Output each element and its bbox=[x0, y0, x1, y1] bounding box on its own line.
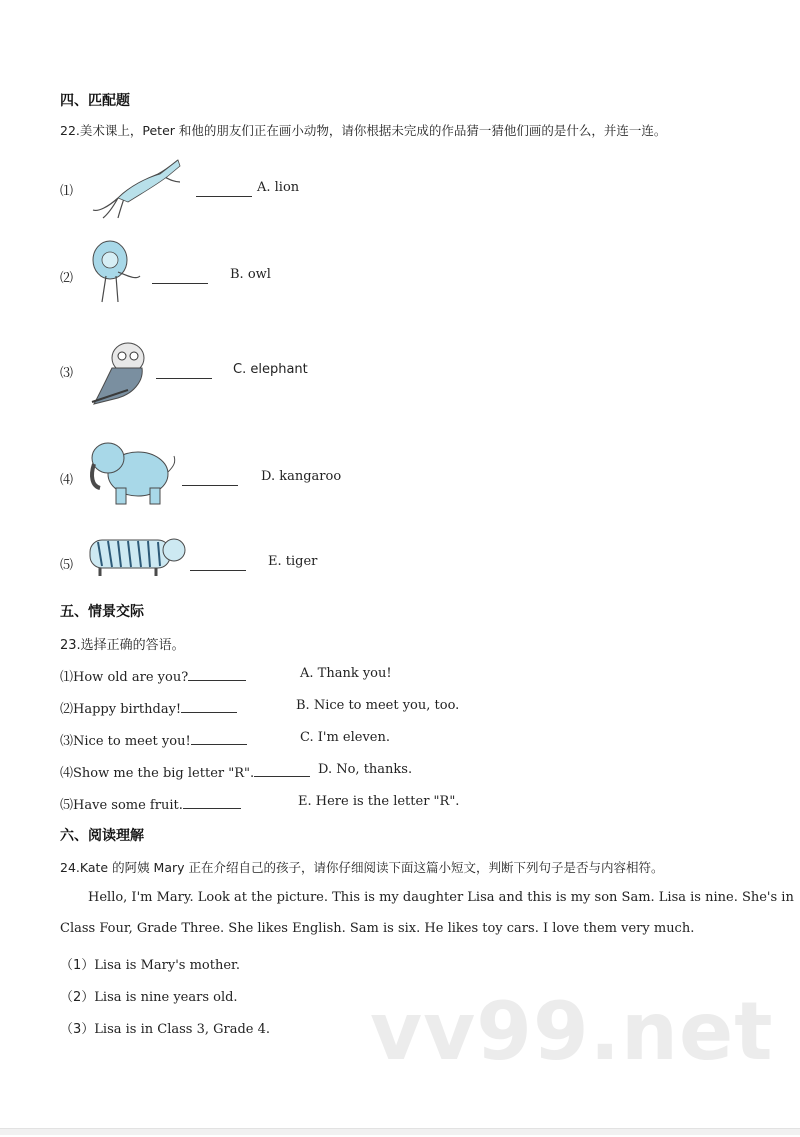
question-22: 22.美术课上，Peter 和他的朋友们正在画小动物，请你根据未完成的作品猜一猜他们画的是什么，并连一连。 bbox=[60, 123, 667, 138]
dialogue-option-a: A. Thank you! bbox=[300, 666, 392, 681]
question-24: 24.Kate 的阿姨 Mary 正在介绍自己的孩子，请你仔细阅读下面这篇小短文，判断下列句子是否与内容相符。 bbox=[60, 860, 664, 875]
statement-1 bbox=[60, 954, 240, 973]
dialogue-option-b: B. Nice to meet you, too. bbox=[296, 698, 460, 713]
match-option-b: B. owl bbox=[230, 267, 271, 282]
match-item-2-blank[interactable] bbox=[152, 269, 208, 288]
dialogue-item-5-number: ⑸ bbox=[60, 798, 74, 813]
reading-passage-line-2: Class Four, Grade Three. She likes English. Sam is six. He likes toy cars. I love them very much. bbox=[60, 921, 695, 936]
question-23: 23.选择正确的答语。 bbox=[60, 638, 185, 653]
section5-heading: 五、情景交际 bbox=[60, 604, 144, 620]
dialogue-item-5 bbox=[60, 794, 241, 813]
match-item-5-blank[interactable] bbox=[190, 556, 246, 575]
section6-heading: 六、阅读理解 bbox=[60, 828, 144, 844]
statement-2-number: （2） bbox=[60, 990, 95, 1005]
page-bottom-edge bbox=[0, 1128, 800, 1135]
match-item-4-number: ⑷ bbox=[60, 473, 74, 488]
match-option-a: A. lion bbox=[257, 180, 300, 195]
dialogue-option-e: E. Here is the letter "R". bbox=[298, 794, 460, 809]
dialogue-question-1: How old are you? bbox=[73, 670, 189, 685]
dialogue-blank-1[interactable] bbox=[188, 668, 246, 681]
owl-drawing bbox=[88, 338, 154, 410]
match-option-e: E. tiger bbox=[268, 554, 318, 569]
match-option-c: C. elephant bbox=[233, 362, 308, 377]
dialogue-blank-2[interactable] bbox=[181, 700, 237, 713]
match-item-4-blank[interactable] bbox=[182, 471, 238, 490]
statement-2-text: Lisa is nine years old. bbox=[94, 990, 238, 1005]
dialogue-item-1-number: ⑴ bbox=[60, 670, 74, 685]
match-item-3-blank[interactable] bbox=[156, 364, 212, 383]
match-item-1-blank[interactable] bbox=[196, 182, 252, 201]
match-item-1-number: ⑴ bbox=[60, 184, 74, 199]
lion-drawing bbox=[88, 236, 148, 308]
match-option-d: D. kangaroo bbox=[261, 469, 342, 484]
dialogue-item-3-number: ⑶ bbox=[60, 734, 74, 749]
kangaroo-drawing bbox=[88, 152, 188, 222]
statement-3-text: Lisa is in Class 3, Grade 4. bbox=[94, 1022, 271, 1037]
dialogue-blank-3[interactable] bbox=[191, 732, 247, 745]
dialogue-blank-5[interactable] bbox=[183, 796, 241, 809]
dialogue-item-2 bbox=[60, 698, 237, 717]
dialogue-item-4 bbox=[60, 762, 310, 781]
match-item-5-number: ⑸ bbox=[60, 558, 74, 573]
tiger-drawing bbox=[86, 532, 188, 578]
reading-passage-line-1: Hello, I'm Mary. Look at the picture. This is my daughter Lisa and this is my son Sam. Lisa is nine. She's in bbox=[88, 890, 794, 905]
dialogue-item-2-number: ⑵ bbox=[60, 702, 74, 717]
dialogue-question-5: Have some fruit. bbox=[73, 798, 183, 813]
dialogue-item-3 bbox=[60, 730, 247, 749]
statement-3-number: （3） bbox=[60, 1022, 95, 1037]
dialogue-blank-4[interactable] bbox=[254, 764, 310, 777]
elephant-drawing bbox=[84, 436, 180, 508]
statement-1-number: （1） bbox=[60, 958, 95, 973]
statement-1-text: Lisa is Mary's mother. bbox=[94, 958, 240, 973]
match-item-3-number: ⑶ bbox=[60, 366, 74, 381]
statement-2 bbox=[60, 986, 238, 1005]
section4-heading: 四、匹配题 bbox=[60, 93, 130, 109]
dialogue-question-2: Happy birthday! bbox=[73, 702, 182, 717]
dialogue-item-4-number: ⑷ bbox=[60, 766, 74, 781]
statement-3 bbox=[60, 1018, 270, 1037]
dialogue-item-1 bbox=[60, 666, 246, 685]
dialogue-question-4: Show me the big letter "R". bbox=[73, 766, 255, 781]
dialogue-option-c: C. I'm eleven. bbox=[300, 730, 391, 745]
match-item-2-number: ⑵ bbox=[60, 271, 74, 286]
watermark: vv99.net bbox=[370, 985, 774, 1078]
dialogue-option-d: D. No, thanks. bbox=[318, 762, 413, 777]
dialogue-question-3: Nice to meet you! bbox=[73, 734, 191, 749]
